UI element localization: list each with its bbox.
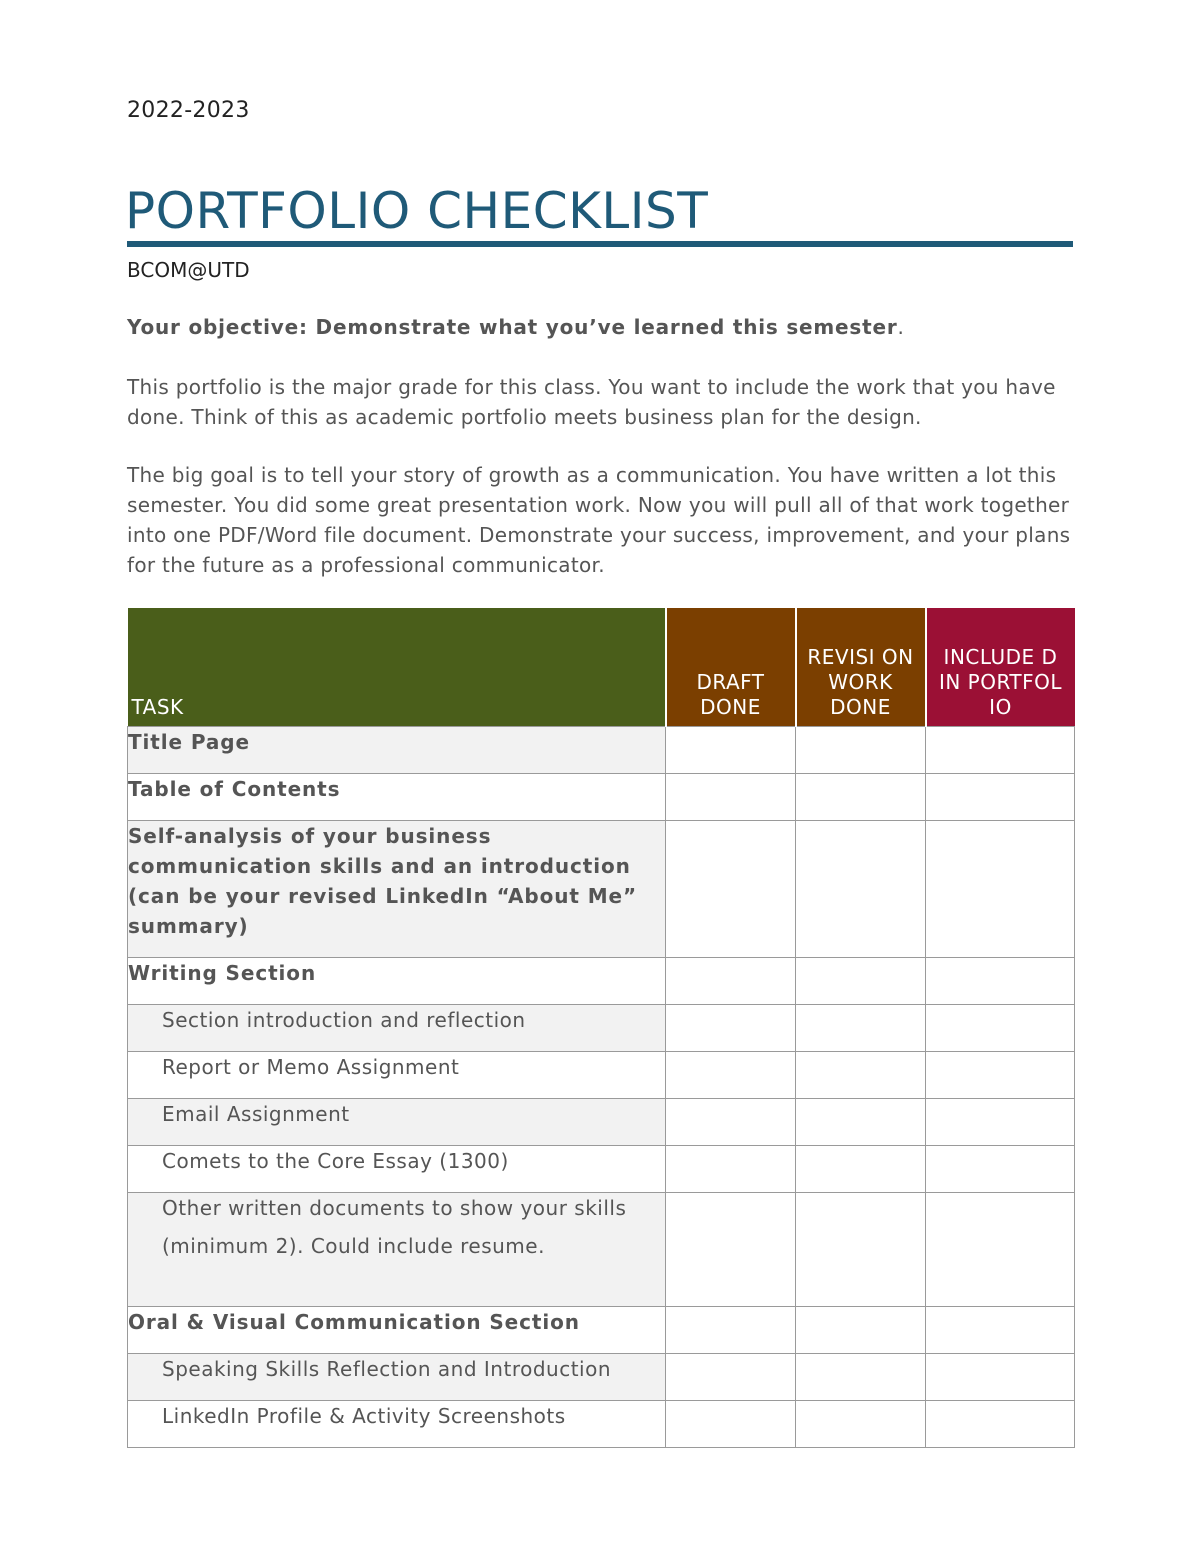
intro-paragraph-1: This portfolio is the major grade for this class. You want to include the work that you have done. Think of this as academic portfolio meets business plan for the design. bbox=[127, 375, 1056, 429]
table-row bbox=[128, 1051, 1075, 1098]
table-row bbox=[128, 1192, 1075, 1306]
header-included: INCLUDE D IN PORTFOL IO bbox=[926, 608, 1075, 726]
revision-done-cell[interactable] bbox=[796, 1098, 926, 1145]
objective-statement: Your objective: Demonstrate what you’ve learned this semester bbox=[127, 315, 898, 339]
included-cell[interactable] bbox=[926, 957, 1075, 1004]
included-cell[interactable] bbox=[926, 1098, 1075, 1145]
included-cell[interactable] bbox=[926, 773, 1075, 820]
draft-done-cell[interactable] bbox=[666, 726, 796, 773]
table-row bbox=[128, 1400, 1075, 1447]
task-cell bbox=[128, 1098, 666, 1145]
task-cell bbox=[128, 1051, 666, 1098]
revision-done-cell[interactable] bbox=[796, 1353, 926, 1400]
draft-done-cell[interactable] bbox=[666, 1400, 796, 1447]
table-row bbox=[128, 1098, 1075, 1145]
revision-done-cell[interactable] bbox=[796, 820, 926, 957]
task-cell bbox=[128, 1353, 666, 1400]
task-label: Comets to the Core Essay (1300) bbox=[162, 1148, 509, 1173]
draft-done-cell[interactable] bbox=[666, 1051, 796, 1098]
header-draft-done: DRAFT DONE bbox=[666, 608, 796, 726]
header-revision-done: REVISI ON WORK DONE bbox=[796, 608, 926, 726]
objective-text bbox=[127, 315, 905, 339]
draft-done-cell[interactable] bbox=[666, 1004, 796, 1051]
table-row bbox=[128, 726, 1075, 773]
included-cell[interactable] bbox=[926, 1306, 1075, 1353]
included-cell[interactable] bbox=[926, 1145, 1075, 1192]
included-cell[interactable] bbox=[926, 1400, 1075, 1447]
task-label: Section introduction and reflection bbox=[162, 1007, 526, 1032]
revision-done-cell[interactable] bbox=[796, 1004, 926, 1051]
table-row bbox=[128, 957, 1075, 1004]
task-cell bbox=[128, 1145, 666, 1192]
draft-done-cell[interactable] bbox=[666, 1353, 796, 1400]
table-row bbox=[128, 773, 1075, 820]
draft-done-cell[interactable] bbox=[666, 957, 796, 1004]
included-cell[interactable] bbox=[926, 726, 1075, 773]
task-cell: Self-analysis of your business communication skills and an introduction (can be your revised LinkedIn “About Me” summary) bbox=[128, 820, 666, 957]
task-cell bbox=[128, 1004, 666, 1051]
table-row bbox=[128, 1004, 1075, 1051]
objective-period: . bbox=[897, 315, 905, 339]
task-label: Other written documents to show your skills bbox=[162, 1195, 627, 1220]
task-label: Email Assignment bbox=[162, 1101, 350, 1126]
revision-done-cell[interactable] bbox=[796, 773, 926, 820]
task-cell bbox=[128, 1192, 666, 1306]
table-header-row bbox=[128, 608, 1075, 726]
task-cell: Table of Contents bbox=[128, 773, 666, 820]
revision-done-cell[interactable] bbox=[796, 1400, 926, 1447]
revision-done-cell[interactable] bbox=[796, 726, 926, 773]
intro-paragraph-2: The big goal is to tell your story of growth as a communication. You have written a lot this semester. You did some great presentation work. Now you will pull all of that work together into one PDF/Word file document. Demonstrate your success, improvement, and your plans for the future as a professional communicator. bbox=[127, 463, 1071, 577]
task-cell: Title Page bbox=[128, 726, 666, 773]
task-cell: Writing Section bbox=[128, 957, 666, 1004]
checklist-table bbox=[127, 608, 1075, 1448]
draft-done-cell[interactable] bbox=[666, 820, 796, 957]
included-cell[interactable] bbox=[926, 1004, 1075, 1051]
revision-done-cell[interactable] bbox=[796, 1051, 926, 1098]
header-task: TASK bbox=[128, 608, 666, 726]
page-title: PORTFOLIO CHECKLIST bbox=[125, 182, 709, 240]
task-label: LinkedIn Profile & Activity Screenshots bbox=[162, 1403, 566, 1428]
year-label: 2022-2023 bbox=[127, 98, 250, 123]
task-label: Report or Memo Assignment bbox=[162, 1054, 460, 1079]
task-cell: Oral & Visual Communication Section bbox=[128, 1306, 666, 1353]
draft-done-cell[interactable] bbox=[666, 773, 796, 820]
included-cell[interactable] bbox=[926, 1353, 1075, 1400]
revision-done-cell[interactable] bbox=[796, 1145, 926, 1192]
title-underline bbox=[127, 241, 1073, 247]
subtitle: BCOM@UTD bbox=[127, 258, 250, 282]
revision-done-cell[interactable] bbox=[796, 1306, 926, 1353]
table-row bbox=[128, 1353, 1075, 1400]
revision-done-cell[interactable] bbox=[796, 1192, 926, 1306]
included-cell[interactable] bbox=[926, 1192, 1075, 1306]
table-row bbox=[128, 820, 1075, 957]
task-note: (minimum 2). Could include resume. bbox=[162, 1233, 545, 1258]
draft-done-cell[interactable] bbox=[666, 1192, 796, 1306]
task-label: Speaking Skills Reflection and Introduction bbox=[162, 1356, 612, 1381]
revision-done-cell[interactable] bbox=[796, 957, 926, 1004]
table-row bbox=[128, 1306, 1075, 1353]
table-row bbox=[128, 1145, 1075, 1192]
draft-done-cell[interactable] bbox=[666, 1098, 796, 1145]
task-cell bbox=[128, 1400, 666, 1447]
included-cell[interactable] bbox=[926, 820, 1075, 957]
draft-done-cell[interactable] bbox=[666, 1145, 796, 1192]
included-cell[interactable] bbox=[926, 1051, 1075, 1098]
draft-done-cell[interactable] bbox=[666, 1306, 796, 1353]
